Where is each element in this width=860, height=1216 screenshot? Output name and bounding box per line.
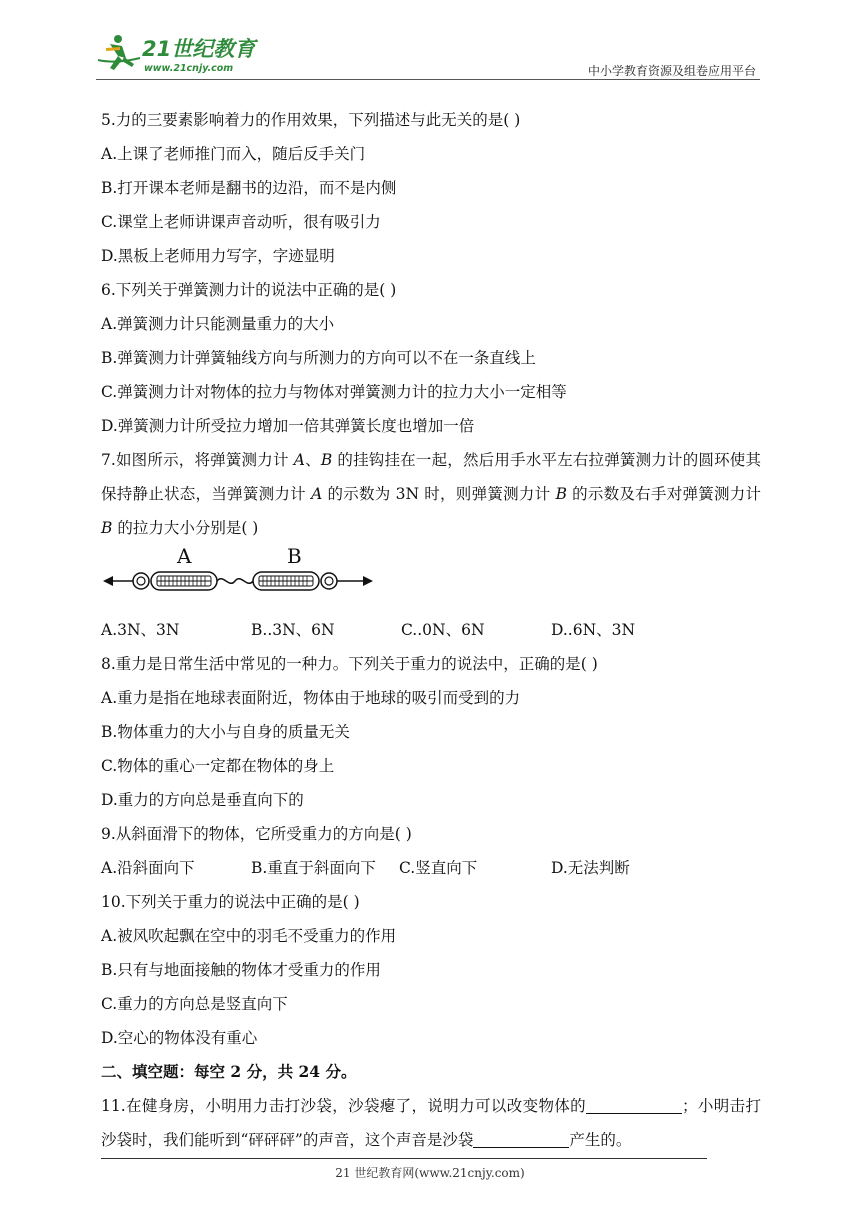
q9-option-d: D.无法判断 <box>551 859 630 877</box>
spring-scale-diagram <box>101 545 391 613</box>
q7-options <box>101 613 761 647</box>
q6-stem: 6.下列关于弹簧测力计的说法中正确的是( ) <box>101 281 397 299</box>
fig-label-b: B <box>287 545 302 568</box>
section-2-title: 二、填空题：每空 2 分，共 24 分。 <box>101 1062 357 1081</box>
q5-option-c: C.课堂上老师讲课声音动听，很有吸引力 <box>101 213 381 231</box>
q6-option-a: A.弹簧测力计只能测量重力的大小 <box>101 315 335 333</box>
page-footer: 21 世纪教育网(www.21cnjy.com) <box>335 1166 525 1180</box>
q8-option-a: A.重力是指在地球表面附近，物体由于地球的吸引而受到的力 <box>101 689 521 707</box>
q10-option-c: C.重力的方向总是竖直向下 <box>101 995 288 1013</box>
q8-stem: 8.重力是日常生活中常见的一种力。下列关于重力的说法中，正确的是( ) <box>101 655 598 673</box>
header-platform-text: 中小学教育资源及组卷应用平台 <box>587 64 756 78</box>
q7-option-c: C..0N、6N <box>401 621 485 639</box>
q10-stem: 10.下列关于重力的说法中正确的是( ) <box>101 893 360 911</box>
q9-option-c: C.竖直向下 <box>399 859 478 877</box>
page-header <box>96 30 760 80</box>
q10-option-a: A.被风吹起飘在空中的羽毛不受重力的作用 <box>101 927 397 945</box>
q5-option-d: D.黑板上老师用力写字，字迹显明 <box>101 247 335 265</box>
q9-option-a: A.沿斜面向下 <box>101 859 195 877</box>
q11-blank-2 <box>473 1129 569 1148</box>
q6-option-d: D.弹簧测力计所受拉力增加一倍其弹簧长度也增加一倍 <box>101 417 475 435</box>
footer-divider <box>101 1158 707 1159</box>
q8-option-d: D.重力的方向总是垂直向下的 <box>101 791 304 809</box>
q10-option-b: B.只有与地面接触的物体才受重力的作用 <box>101 961 381 979</box>
q8-option-b: B.物体重力的大小与自身的质量无关 <box>101 723 350 741</box>
q11-stem: 11.在健身房，小明用力击打沙袋，沙袋瘪了，说明力可以改变物体的 ；小明击打沙袋时，我们能听到“砰砰砰”的声音，这个声音是沙袋 产生的。 <box>101 1097 761 1149</box>
q7-option-a: A.3N、3N <box>101 621 180 639</box>
question-content <box>101 103 761 1157</box>
q7-option-d: D..6N、3N <box>551 621 636 639</box>
q11-blank-1 <box>586 1095 682 1114</box>
q7-option-b: B..3N、6N <box>251 621 335 639</box>
q9-option-b: B.重直于斜面向下 <box>251 859 376 877</box>
q10-option-d: D.空心的物体没有重心 <box>101 1029 258 1047</box>
logo-main-text: 21世纪教育 <box>142 37 256 61</box>
q5-stem: 5.力的三要素影响着力的作用效果，下列描述与此无关的是( ) <box>101 111 521 129</box>
header-divider <box>96 79 760 80</box>
fig-label-a: A <box>177 545 192 568</box>
q7-figure <box>101 545 761 613</box>
q9-options <box>101 851 761 885</box>
logo-sub-text: www.21cnjy.com <box>144 63 234 74</box>
q9-stem: 9.从斜面滑下的物体，它所受重力的方向是( ) <box>101 825 412 843</box>
q6-option-b: B.弹簧测力计弹簧轴线方向与所测力的方向可以不在一条直线上 <box>101 349 536 367</box>
q5-option-a: A.上课了老师推门而入，随后反手关门 <box>101 145 366 163</box>
q7-stem: 7.如图所示，将弹簧测力计 A、B 的挂钩挂在一起，然后用手水平左右拉弹簧测力计的圆环使其保持静止状态，当弹簧测力计 A 的示数为 3N 时，则弹簧测力计 B 的示数及右手对弹簧测力计 B 的拉力大小分别是( ) <box>101 451 761 537</box>
q8-option-c: C.物体的重心一定都在物体的身上 <box>101 757 335 775</box>
q6-option-c: C.弹簧测力计对物体的拉力与物体对弹簧测力计的拉力大小一定相等 <box>101 383 567 401</box>
logo-21cnjy <box>96 30 266 76</box>
q5-option-b: B.打开课本老师是翻书的边沿，而不是内侧 <box>101 179 397 197</box>
